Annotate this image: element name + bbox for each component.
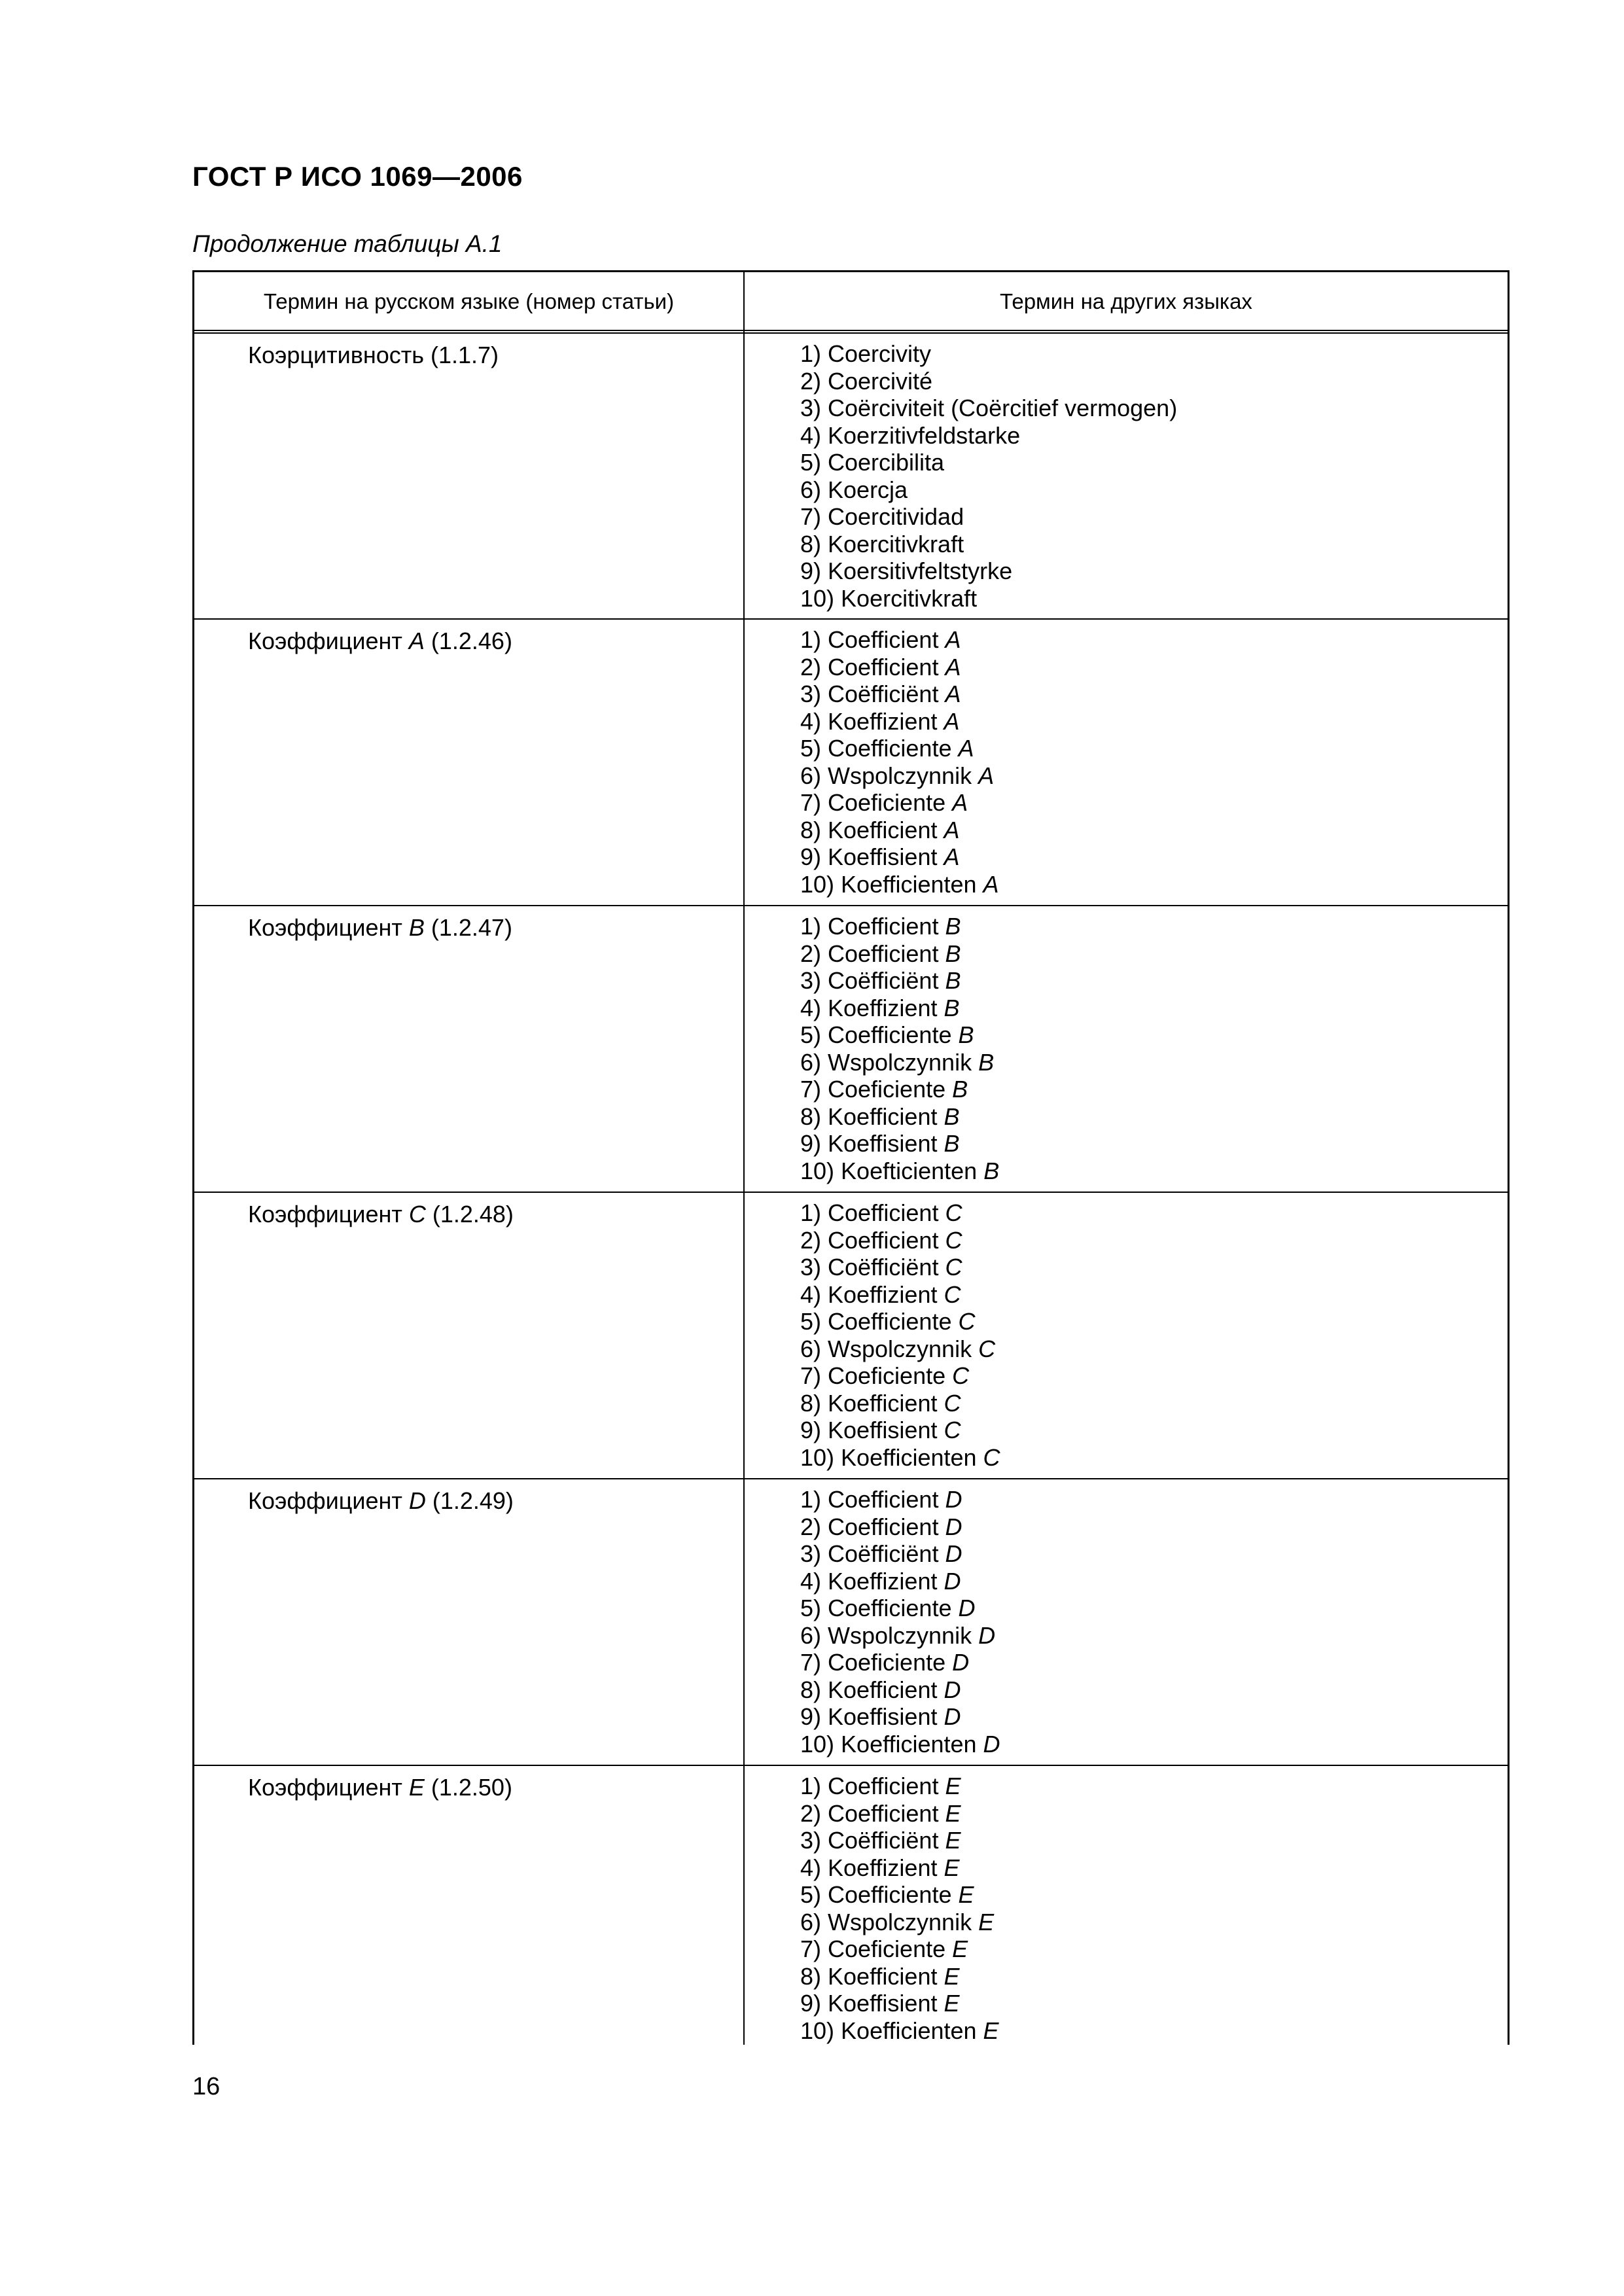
foreign-term-text: 8) Koefficient: [800, 1962, 944, 1990]
foreign-term-letter: D: [944, 1703, 961, 1730]
table-row: [194, 906, 1508, 1193]
foreign-term-text: 1) Coefficient: [800, 1199, 945, 1226]
foreign-term-letter: C: [945, 1199, 962, 1226]
foreign-term-text: 9) Koeffisient: [800, 1703, 944, 1730]
foreign-term-text: 10) Koefficienten: [800, 870, 983, 898]
russian-term: [248, 914, 512, 942]
foreign-term: [800, 1076, 999, 1103]
foreign-term-text: 8) Koefficient: [800, 816, 944, 843]
foreign-term-text: 2) Coefficient: [800, 653, 945, 680]
foreign-term-text: 8) Koefficient: [800, 1676, 944, 1703]
foreign-term-text: 5) Coefficiente: [800, 1595, 959, 1621]
foreign-term-text: 3) Coëfficiënt: [800, 1254, 945, 1280]
foreign-term: [800, 967, 999, 995]
foreign-term-text: 1) Coefficient: [800, 1773, 945, 1799]
foreign-term-letter: B: [944, 1130, 960, 1157]
foreign-term: [800, 1540, 1000, 1568]
foreign-term-letter: E: [983, 2017, 999, 2044]
foreign-term-text: 10) Koefficienten: [800, 2017, 983, 2044]
foreign-term: [800, 1130, 999, 1157]
foreign-term-letter: E: [952, 1935, 968, 1962]
foreign-term-text: 4) Koeffizient: [800, 1280, 944, 1308]
foreign-term: [800, 1103, 999, 1131]
foreign-term: [800, 1990, 999, 2017]
foreign-term-letter: D: [952, 1649, 970, 1676]
foreign-term: [800, 1773, 999, 1800]
foreign-term: [800, 995, 999, 1022]
foreign-term-letter: C: [952, 1362, 970, 1389]
russian-term-article-number: (1.2.47): [424, 914, 512, 941]
foreign-term-letter: A: [945, 626, 961, 653]
foreign-term-text: 5) Coercibilita: [800, 449, 945, 476]
russian-term-letter: B: [408, 914, 425, 941]
foreign-term: [800, 1703, 1000, 1731]
foreign-term-letter: A: [952, 789, 968, 816]
foreign-term: [800, 1731, 1000, 1758]
russian-term: [248, 342, 499, 369]
foreign-term-text: 3) Coërciviteit (Coërcitief vermogen): [800, 395, 1178, 421]
foreign-terms-list: [800, 340, 1177, 612]
foreign-term: [800, 1568, 1000, 1595]
russian-term-text: Коэрцитивность (1.1.7): [248, 342, 499, 368]
foreign-term-letter: A: [944, 816, 960, 843]
foreign-term: [800, 817, 999, 844]
foreign-term-letter: A: [958, 735, 974, 762]
foreign-term-letter: A: [983, 870, 999, 898]
foreign-term: [800, 1227, 1000, 1254]
foreign-term-text: 7) Coeficiente: [800, 1362, 953, 1389]
foreign-term-text: 2) Coefficient: [800, 940, 945, 967]
terms-table: [192, 270, 1509, 2045]
foreign-term: [800, 449, 1177, 476]
foreign-term: [800, 735, 999, 762]
foreign-term: [800, 1513, 1000, 1541]
russian-term: [248, 1201, 514, 1228]
russian-term: [248, 1774, 512, 1801]
foreign-term-text: 5) Coefficiente: [800, 1881, 959, 1908]
foreign-terms-list: [800, 1773, 999, 2044]
foreign-term-text: 8) Koefficient: [800, 1103, 944, 1130]
foreign-term: [800, 626, 999, 654]
foreign-term-letter: E: [945, 1773, 961, 1799]
foreign-term: [800, 1308, 1000, 1335]
foreign-term: [800, 340, 1177, 368]
foreign-term: [800, 585, 1177, 612]
foreign-term-text: 1) Coercivity: [800, 340, 932, 367]
foreign-term: [800, 680, 999, 708]
foreign-term-text: 1) Coefficient: [800, 1486, 945, 1513]
foreign-term: [800, 1021, 999, 1049]
foreign-term-text: 3) Coëfficiënt: [800, 967, 945, 994]
foreign-term-text: 5) Coefficiente: [800, 735, 959, 762]
foreign-term-letter: A: [978, 762, 995, 789]
foreign-term-letter: A: [945, 680, 961, 707]
foreign-term: [800, 503, 1177, 531]
russian-term: [248, 627, 512, 655]
foreign-term-text: 7) Coeficiente: [800, 1076, 953, 1103]
foreign-term: [800, 843, 999, 871]
document-header: ГОСТ Р ИСО 1069—2006: [192, 161, 523, 192]
foreign-term-text: 5) Coefficiente: [800, 1308, 959, 1335]
russian-term-letter: D: [408, 1487, 426, 1514]
russian-term-article-number: (1.2.50): [424, 1774, 512, 1801]
foreign-term: [800, 1486, 1000, 1513]
table-row: [194, 1193, 1508, 1479]
foreign-term: [800, 476, 1177, 504]
foreign-term-letter: E: [945, 1827, 961, 1854]
foreign-term-text: 9) Koersitivfeltstyrke: [800, 557, 1013, 584]
foreign-term-text: 6) Wspolczynnik: [800, 1908, 979, 1935]
foreign-term-letter: C: [945, 1254, 962, 1280]
foreign-term-text: 4) Koeffizient: [800, 707, 944, 735]
foreign-term-letter: C: [958, 1308, 976, 1335]
foreign-term: [800, 1854, 999, 1882]
page-number: 16: [192, 2073, 221, 2100]
foreign-term: [800, 1963, 999, 1990]
foreign-term: [800, 1362, 1000, 1390]
foreign-term-text: 1) Coefficient: [800, 913, 945, 940]
foreign-term-letter: B: [944, 994, 960, 1021]
column-header-other-languages: Термин на других языках: [1000, 289, 1252, 313]
foreign-term-letter: D: [944, 1567, 961, 1595]
foreign-term-letter: C: [978, 1335, 996, 1362]
foreign-term: [800, 1827, 999, 1854]
foreign-term-text: 6) Wspolczynnik: [800, 762, 979, 789]
foreign-terms-list: [800, 1486, 1000, 1757]
foreign-term-letter: B: [978, 1048, 995, 1076]
foreign-term: [800, 1649, 1000, 1676]
table-row: [194, 334, 1508, 620]
russian-term-article-number: (1.2.46): [424, 627, 512, 654]
foreign-term: [800, 913, 999, 940]
russian-term-text: Коэффициент: [248, 1201, 409, 1227]
foreign-term-text: 9) Koeffisient: [800, 1990, 944, 2017]
foreign-term: [800, 1676, 1000, 1704]
russian-term-text: Коэффициент: [248, 1774, 409, 1801]
foreign-term-text: 9) Koeffisient: [800, 1130, 944, 1157]
foreign-term-letter: E: [944, 1854, 960, 1881]
foreign-term-text: 3) Coëfficiënt: [800, 1540, 945, 1567]
foreign-term-letter: B: [945, 940, 961, 967]
foreign-term: [800, 1157, 999, 1185]
foreign-term: [800, 1199, 1000, 1227]
foreign-term-text: 10) Koercitivkraft: [800, 584, 978, 612]
foreign-terms-list: [800, 1199, 1000, 1471]
foreign-term-letter: C: [944, 1417, 961, 1443]
foreign-term-text: 7) Coeficiente: [800, 1935, 953, 1962]
foreign-term-letter: D: [945, 1540, 962, 1567]
foreign-term: [800, 1335, 1000, 1363]
foreign-term: [800, 940, 999, 968]
foreign-term: [800, 395, 1177, 422]
russian-term-letter: E: [408, 1774, 425, 1801]
foreign-term-letter: C: [945, 1226, 962, 1254]
foreign-term-letter: B: [945, 967, 961, 994]
foreign-term: [800, 1417, 1000, 1444]
foreign-term-text: 10) Koefficienten: [800, 1443, 983, 1471]
foreign-term: [800, 557, 1177, 585]
foreign-term-letter: B: [983, 1157, 1000, 1184]
foreign-term-letter: B: [958, 1021, 974, 1048]
foreign-term-text: 6) Koercja: [800, 476, 908, 503]
foreign-term: [800, 654, 999, 681]
foreign-term-text: 10) Koefficienten: [800, 1730, 983, 1757]
foreign-term: [800, 1049, 999, 1076]
foreign-term-text: 5) Coefficiente: [800, 1021, 959, 1048]
foreign-term-letter: E: [944, 1990, 960, 2017]
foreign-term-text: 7) Coercitividad: [800, 503, 964, 530]
foreign-term-text: 9) Koeffisient: [800, 1417, 944, 1443]
foreign-term-letter: A: [944, 843, 960, 870]
foreign-term-letter: A: [944, 707, 960, 735]
foreign-term: [800, 1881, 999, 1909]
foreign-term-text: 4) Koeffizient: [800, 1567, 944, 1595]
russian-term-article-number: (1.2.48): [425, 1201, 514, 1227]
foreign-term-letter: C: [944, 1280, 961, 1308]
column-header-russian: Термин на русском языке (номер статьи): [263, 289, 675, 313]
table-row: [194, 620, 1508, 906]
russian-term-text: Коэффициент: [248, 627, 409, 654]
foreign-term: [800, 762, 999, 790]
foreign-term-letter: E: [978, 1908, 995, 1935]
table-row: [194, 1766, 1508, 2047]
foreign-term-text: 8) Koercitivkraft: [800, 530, 964, 557]
foreign-term-letter: D: [945, 1513, 962, 1540]
foreign-term-text: 7) Coeficiente: [800, 789, 953, 816]
foreign-term-letter: B: [945, 913, 961, 940]
foreign-term: [800, 1622, 1000, 1650]
foreign-term-text: 8) Koefficient: [800, 1389, 944, 1417]
foreign-term-letter: E: [945, 1799, 961, 1827]
foreign-term-text: 6) Wspolczynnik: [800, 1048, 979, 1076]
foreign-term: [800, 1595, 1000, 1622]
foreign-term: [800, 1935, 999, 1963]
russian-term-letter: C: [408, 1201, 426, 1227]
foreign-term-text: 2) Coercivité: [800, 367, 933, 395]
russian-term-article-number: (1.2.49): [425, 1487, 514, 1514]
foreign-term: [800, 1444, 1000, 1472]
foreign-term-text: 6) Wspolczynnik: [800, 1621, 979, 1649]
foreign-term: [800, 1800, 999, 1828]
foreign-term-letter: B: [952, 1076, 968, 1103]
foreign-term: [800, 1281, 1000, 1309]
russian-term-letter: A: [408, 627, 425, 654]
foreign-terms-list: [800, 913, 999, 1184]
foreign-term: [800, 1390, 1000, 1417]
foreign-term-text: 3) Coëfficiënt: [800, 680, 945, 707]
foreign-term-text: 6) Wspolczynnik: [800, 1335, 979, 1362]
russian-term: [248, 1487, 514, 1515]
table-row: [194, 1479, 1508, 1766]
foreign-term-letter: E: [958, 1881, 974, 1908]
foreign-term-text: 10) Koefticienten: [800, 1157, 984, 1184]
foreign-term-text: 4) Koeffizient: [800, 1854, 944, 1881]
table-header-row: [194, 272, 1508, 334]
foreign-term-letter: E: [944, 1962, 960, 1990]
foreign-term-text: 2) Coefficient: [800, 1799, 945, 1827]
foreign-terms-list: [800, 626, 999, 898]
foreign-term-letter: D: [978, 1621, 996, 1649]
foreign-term: [800, 2017, 999, 2045]
foreign-term: [800, 1254, 1000, 1281]
foreign-term-letter: D: [983, 1730, 1000, 1757]
russian-term-text: Коэффициент: [248, 914, 409, 941]
foreign-term-text: 9) Koeffisient: [800, 843, 944, 870]
foreign-term-letter: C: [983, 1443, 1000, 1471]
foreign-term-letter: D: [958, 1595, 976, 1621]
foreign-term-letter: C: [944, 1389, 961, 1417]
foreign-term-text: 4) Koerzitivfeldstarke: [800, 421, 1021, 449]
foreign-term-text: 2) Coefficient: [800, 1513, 945, 1540]
foreign-term-letter: D: [945, 1486, 962, 1513]
foreign-term: [800, 789, 999, 817]
foreign-term-text: 4) Koeffizient: [800, 994, 944, 1021]
foreign-term: [800, 708, 999, 735]
foreign-term: [800, 368, 1177, 395]
foreign-term-text: 2) Coefficient: [800, 1226, 945, 1254]
foreign-term-text: 7) Coeficiente: [800, 1649, 953, 1676]
foreign-term-text: 3) Coëfficiënt: [800, 1827, 945, 1854]
foreign-term: [800, 1909, 999, 1936]
foreign-term-text: 1) Coefficient: [800, 626, 945, 653]
foreign-term-letter: D: [944, 1676, 961, 1703]
foreign-term: [800, 422, 1177, 450]
foreign-term: [800, 871, 999, 898]
russian-term-text: Коэффициент: [248, 1487, 409, 1514]
foreign-term-letter: A: [945, 653, 961, 680]
foreign-term: [800, 531, 1177, 558]
foreign-term-letter: B: [944, 1103, 960, 1130]
table-caption: Продолжение таблицы А.1: [192, 230, 503, 257]
